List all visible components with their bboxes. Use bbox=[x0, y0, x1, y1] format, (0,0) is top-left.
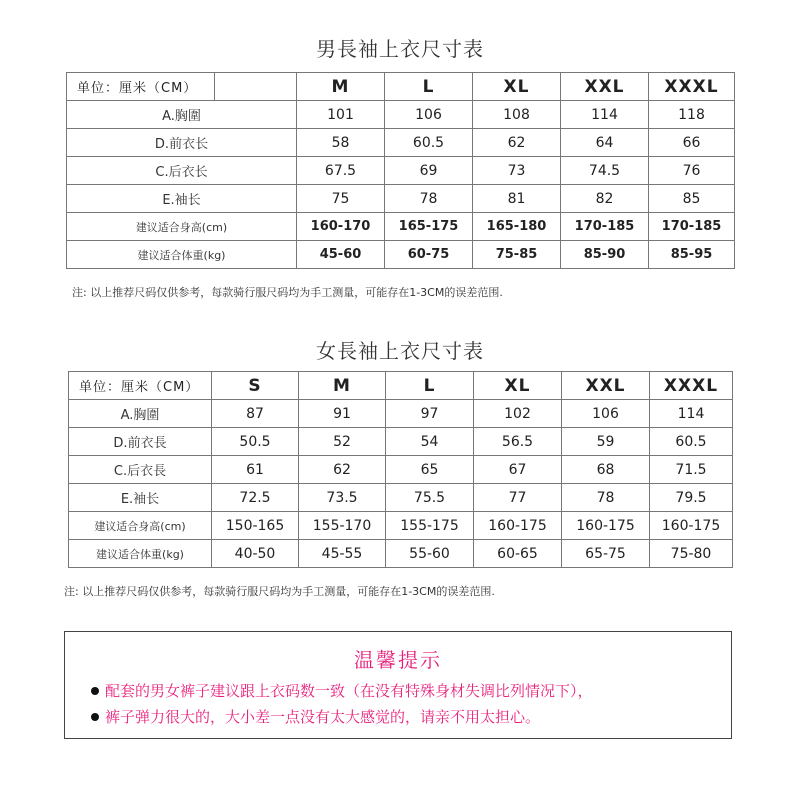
women-size-l: L bbox=[386, 372, 474, 400]
women-size-xxl: XXL bbox=[562, 372, 650, 400]
men-cell: 114 bbox=[561, 101, 649, 129]
women-row-height bbox=[69, 512, 733, 540]
women-cell: 67 bbox=[474, 456, 562, 484]
women-cell: 75.5 bbox=[386, 484, 474, 512]
women-cell: 65 bbox=[386, 456, 474, 484]
women-cell: 61 bbox=[212, 456, 299, 484]
women-note: 注: 以上推荐尺码仅供参考，每款骑行服尺码均为手工测量，可能存在1-3CM的误差范围. bbox=[64, 585, 495, 598]
women-size-table bbox=[68, 371, 733, 568]
men-cell: 81 bbox=[473, 185, 561, 213]
warm-tips-title: 温馨提示 bbox=[354, 648, 442, 672]
men-row-label: E.袖长 bbox=[67, 185, 297, 213]
men-cell: 165-180 bbox=[473, 213, 561, 241]
women-header-row bbox=[69, 372, 733, 400]
men-cell: 85-95 bbox=[649, 241, 735, 269]
women-cell: 50.5 bbox=[212, 428, 299, 456]
men-cell: 76 bbox=[649, 157, 735, 185]
men-cell: 160-170 bbox=[297, 213, 385, 241]
women-row-label: C.后衣長 bbox=[69, 456, 212, 484]
men-cell: 60-75 bbox=[385, 241, 473, 269]
women-row-weight bbox=[69, 540, 733, 568]
men-cell: 73 bbox=[473, 157, 561, 185]
women-cell: 160-175 bbox=[562, 512, 650, 540]
men-row-label: A.胸圍 bbox=[67, 101, 297, 129]
women-cell: 106 bbox=[562, 400, 650, 428]
men-unit-label: 单位：厘米（CM） bbox=[67, 73, 215, 101]
men-cell: 66 bbox=[649, 129, 735, 157]
women-cell: 72.5 bbox=[212, 484, 299, 512]
men-cell: 170-185 bbox=[649, 213, 735, 241]
tip-line bbox=[91, 680, 593, 701]
men-chart-title: 男長袖上衣尺寸表 bbox=[316, 37, 484, 61]
women-cell: 56.5 bbox=[474, 428, 562, 456]
women-size-s: S bbox=[212, 372, 299, 400]
men-cell: 62 bbox=[473, 129, 561, 157]
men-cell: 64 bbox=[561, 129, 649, 157]
women-row-sleeve bbox=[69, 484, 733, 512]
women-cell: 77 bbox=[474, 484, 562, 512]
bullet-icon bbox=[91, 713, 99, 721]
women-cell: 97 bbox=[386, 400, 474, 428]
women-cell: 65-75 bbox=[562, 540, 650, 568]
men-cell: 85-90 bbox=[561, 241, 649, 269]
women-cell: 60-65 bbox=[474, 540, 562, 568]
men-row-weight bbox=[67, 241, 735, 269]
men-cell: 75 bbox=[297, 185, 385, 213]
men-cell: 78 bbox=[385, 185, 473, 213]
men-cell: 58 bbox=[297, 129, 385, 157]
men-cell: 69 bbox=[385, 157, 473, 185]
men-row-sleeve bbox=[67, 185, 735, 213]
women-cell: 54 bbox=[386, 428, 474, 456]
women-row-chest bbox=[69, 400, 733, 428]
women-cell: 91 bbox=[299, 400, 386, 428]
tip-line bbox=[91, 706, 540, 727]
women-cell: 73.5 bbox=[299, 484, 386, 512]
women-size-xl: XL bbox=[474, 372, 562, 400]
men-row-label: D.前衣长 bbox=[67, 129, 297, 157]
tip-text: 裤子弹力很大的，大小差一点没有太大感觉的，请亲不用太担心。 bbox=[105, 708, 541, 726]
men-note: 注: 以上推荐尺码仅供参考，每款骑行服尺码均为手工测量，可能存在1-3CM的误差范围. bbox=[72, 286, 503, 299]
men-row-label: C.后衣长 bbox=[67, 157, 297, 185]
women-row-label: A.胸圍 bbox=[69, 400, 212, 428]
women-cell: 102 bbox=[474, 400, 562, 428]
men-cell: 165-175 bbox=[385, 213, 473, 241]
women-chart-title: 女長袖上衣尺寸表 bbox=[316, 339, 484, 363]
women-row-back-length bbox=[69, 456, 733, 484]
women-cell: 79.5 bbox=[650, 484, 733, 512]
men-size-xxl: XXL bbox=[561, 73, 649, 101]
women-size-m: M bbox=[299, 372, 386, 400]
women-cell: 78 bbox=[562, 484, 650, 512]
men-row-chest bbox=[67, 101, 735, 129]
warm-tips-box bbox=[64, 631, 732, 739]
women-row-front-length bbox=[69, 428, 733, 456]
women-cell: 150-165 bbox=[212, 512, 299, 540]
women-cell: 160-175 bbox=[650, 512, 733, 540]
women-row-label: 建议适合体重(kg) bbox=[69, 540, 212, 568]
men-row-height bbox=[67, 213, 735, 241]
women-cell: 87 bbox=[212, 400, 299, 428]
men-cell: 60.5 bbox=[385, 129, 473, 157]
men-header-row bbox=[67, 73, 735, 101]
women-row-label: D.前衣長 bbox=[69, 428, 212, 456]
men-row-back-length bbox=[67, 157, 735, 185]
women-row-label: E.袖长 bbox=[69, 484, 212, 512]
men-row-label: 建议适合体重(kg) bbox=[67, 241, 297, 269]
men-cell: 85 bbox=[649, 185, 735, 213]
women-row-label: 建议适合身高(cm) bbox=[69, 512, 212, 540]
women-cell: 75-80 bbox=[650, 540, 733, 568]
bullet-icon bbox=[91, 687, 99, 695]
men-cell: 170-185 bbox=[561, 213, 649, 241]
men-size-m: M bbox=[297, 73, 385, 101]
women-cell: 62 bbox=[299, 456, 386, 484]
men-cell: 74.5 bbox=[561, 157, 649, 185]
women-size-xxxl: XXXL bbox=[650, 372, 733, 400]
women-cell: 155-175 bbox=[386, 512, 474, 540]
women-cell: 52 bbox=[299, 428, 386, 456]
men-size-table bbox=[66, 72, 735, 269]
men-cell: 118 bbox=[649, 101, 735, 129]
men-size-xl: XL bbox=[473, 73, 561, 101]
women-cell: 55-60 bbox=[386, 540, 474, 568]
women-cell: 59 bbox=[562, 428, 650, 456]
women-cell: 71.5 bbox=[650, 456, 733, 484]
men-blank-cell bbox=[215, 73, 297, 101]
women-cell: 160-175 bbox=[474, 512, 562, 540]
men-cell: 67.5 bbox=[297, 157, 385, 185]
women-cell: 45-55 bbox=[299, 540, 386, 568]
women-cell: 155-170 bbox=[299, 512, 386, 540]
men-cell: 45-60 bbox=[297, 241, 385, 269]
men-cell: 75-85 bbox=[473, 241, 561, 269]
men-row-front-length bbox=[67, 129, 735, 157]
women-cell: 60.5 bbox=[650, 428, 733, 456]
women-cell: 114 bbox=[650, 400, 733, 428]
men-size-xxxl: XXXL bbox=[649, 73, 735, 101]
women-unit-label: 单位：厘米（CM） bbox=[69, 372, 212, 400]
tip-text: 配套的男女裤子建议跟上衣码数一致（在没有特殊身材失调比列情况下）， bbox=[105, 682, 593, 700]
men-row-label: 建议适合身高(cm) bbox=[67, 213, 297, 241]
women-cell: 68 bbox=[562, 456, 650, 484]
men-size-l: L bbox=[385, 73, 473, 101]
men-cell: 101 bbox=[297, 101, 385, 129]
men-cell: 108 bbox=[473, 101, 561, 129]
women-cell: 40-50 bbox=[212, 540, 299, 568]
men-cell: 106 bbox=[385, 101, 473, 129]
men-cell: 82 bbox=[561, 185, 649, 213]
